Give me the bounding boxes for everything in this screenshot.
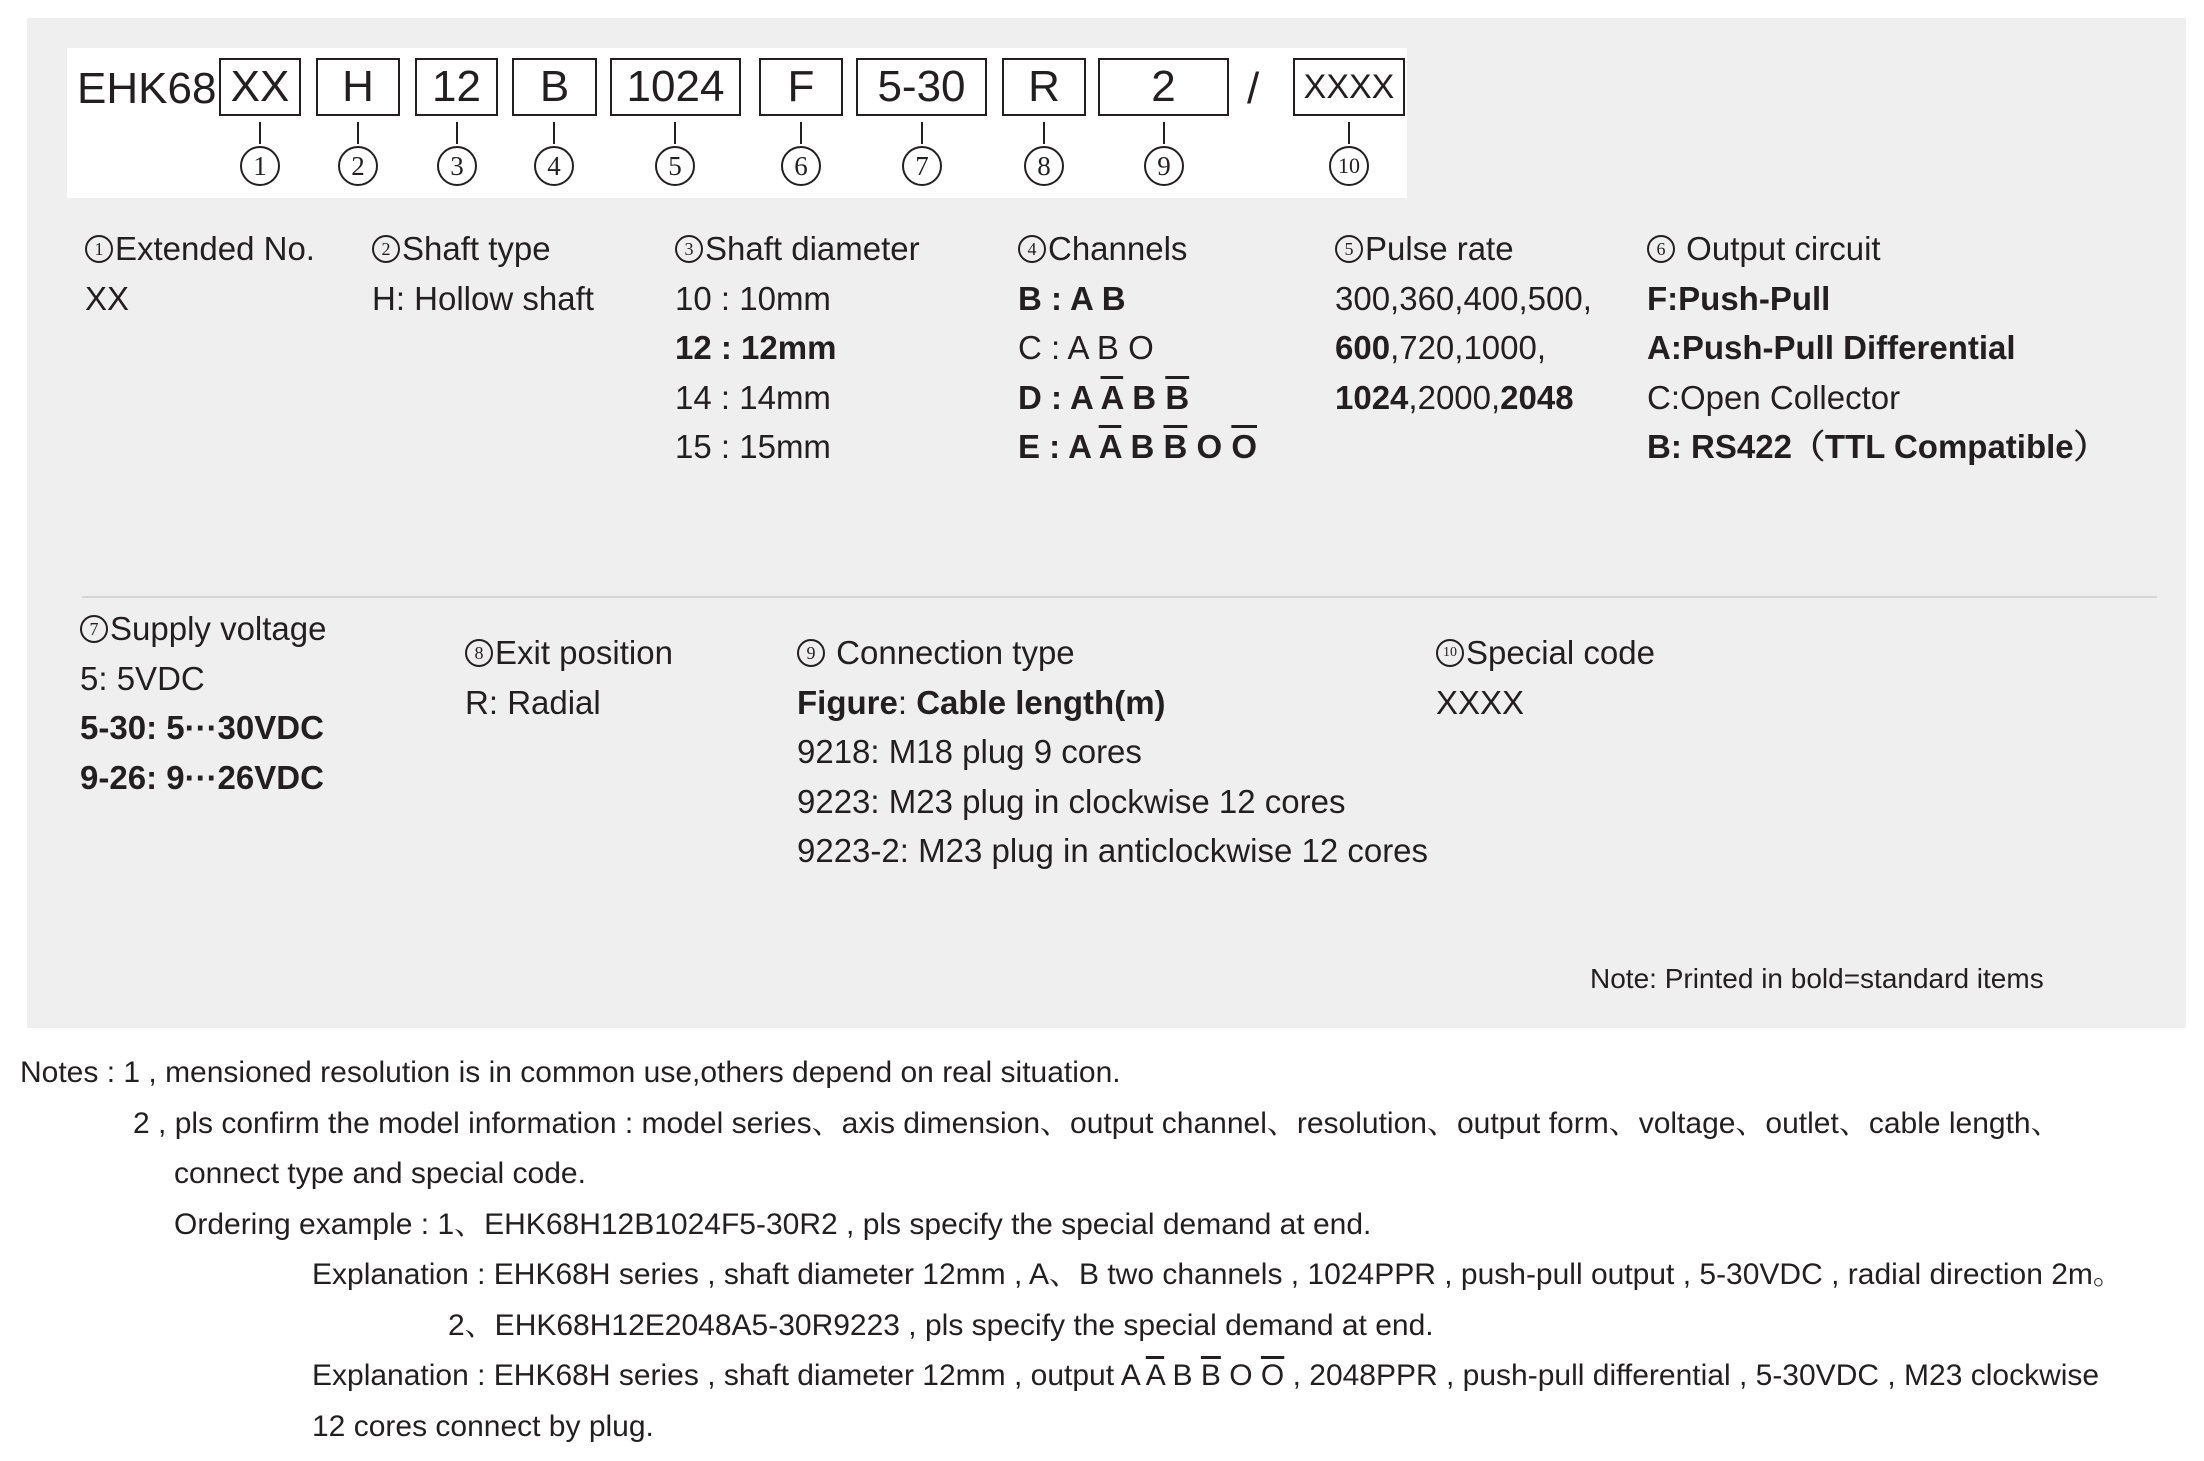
- spec-output-circuit: [1647, 224, 2107, 472]
- spec-number: 5: [1335, 235, 1363, 263]
- tick-4: [553, 122, 555, 144]
- list-item: R: Radial: [465, 683, 601, 721]
- spec-shaft-diameter: [675, 224, 920, 472]
- spec-number: 6: [1647, 235, 1675, 263]
- tick-9: [1163, 122, 1165, 144]
- tick-5: [674, 122, 676, 144]
- spec-special-code: [1436, 628, 1655, 727]
- segment-exit-position: R: [1002, 58, 1086, 116]
- spec-title: Supply voltage: [110, 610, 327, 647]
- spec-value: H: Hollow shaft: [372, 279, 594, 317]
- list-item: C:Open Collector: [1647, 378, 1901, 416]
- segment-number-9: 9: [1144, 146, 1184, 186]
- segment-number-5: 5: [655, 146, 695, 186]
- tick-8: [1043, 122, 1045, 144]
- spec-pulse-rate: [1335, 224, 1592, 422]
- list-item: 9-26: 9···26VDC: [80, 758, 324, 796]
- spec-title: Output circuit: [1677, 230, 1881, 267]
- model-prefix: EHK68: [77, 64, 217, 113]
- spec-number: 3: [675, 235, 703, 263]
- spec-title: Connection type: [827, 634, 1075, 671]
- spec-title: Channels: [1048, 230, 1188, 267]
- spec-title: Pulse rate: [1365, 230, 1514, 267]
- list-item: 9223-2: M23 plug in anticlockwise 12 cores: [797, 832, 1429, 869]
- list-item: 600,720,1000,: [1335, 329, 1547, 366]
- note-line: 12 cores connect by plug.: [312, 1409, 654, 1443]
- segment-shaft-diameter: 12: [415, 58, 498, 116]
- tick-10: [1348, 122, 1350, 144]
- note-line: connect type and special code.: [174, 1157, 586, 1190]
- spec-number: 4: [1018, 235, 1046, 263]
- segment-number-1: 1: [240, 146, 280, 186]
- segment-shaft-type: H: [316, 58, 400, 116]
- segment-supply-voltage: 5-30: [856, 58, 987, 116]
- spec-title: Extended No.: [115, 230, 315, 267]
- segment-number-7: 7: [902, 146, 942, 186]
- list-item: 10 : 10mm: [675, 279, 831, 317]
- note-line: Notes : 1 , mensioned resolution is in common use,others depend on real situation.: [20, 1056, 1121, 1089]
- list-item: A:Push-Pull Differential: [1647, 329, 2016, 366]
- segment-pulse-rate: 1024: [610, 58, 741, 116]
- spec-title: Shaft type: [402, 230, 551, 267]
- segment-output-circuit: F: [759, 58, 843, 116]
- model-code-box: [67, 48, 1407, 198]
- list-item: C : A B O: [1018, 329, 1154, 366]
- list-item: 15 : 15mm: [675, 428, 831, 465]
- list-item: 1024,2000,2048: [1335, 378, 1574, 416]
- spec-exit-position: [465, 628, 673, 727]
- spec-title: Exit position: [495, 634, 673, 671]
- ordering-code-panel: [27, 18, 2186, 1028]
- list-item: 12 : 12mm: [675, 329, 837, 366]
- section-divider: [82, 596, 2157, 598]
- list-item: E : A $\overline{A}$ B $\overline{B}$ O $\overline{O}$: [1018, 428, 1258, 465]
- note-line: Explanation : EHK68H series , shaft diameter 12mm , output A $\overline{A}$ B $\overline{B}$ O $\overline{O}$ , 2048PPR , push-pull differential , 5-30VDC , M23 clockwise: [312, 1359, 2100, 1392]
- spec-number: 10: [1436, 639, 1464, 667]
- list-item: 300,360,400,500,: [1335, 279, 1592, 317]
- list-item: D : A $\overline{A}$ B $\overline{B}$: [1018, 378, 1190, 416]
- segment-extended-no: XX: [219, 58, 301, 116]
- spec-number: 8: [465, 639, 493, 667]
- list-item: 9223: M23 plug in clockwise 12 cores: [797, 782, 1346, 820]
- note-line: 2、EHK68H12E2048A5-30R9223 , pls specify the special demand at end.: [448, 1308, 1434, 1342]
- spec-number: 9: [797, 639, 825, 667]
- note-line: Explanation : EHK68H series , shaft diameter 12mm , A、B two channels , 1024PPR , push-pull output , 5-30VDC , radial direction 2m。: [312, 1258, 2123, 1291]
- spec-shaft-type: [372, 224, 594, 323]
- segment-number-8: 8: [1024, 146, 1064, 186]
- spec-supply-voltage: [80, 604, 326, 802]
- segment-number-10: 10: [1329, 146, 1369, 186]
- segment-special-code: XXXX: [1293, 58, 1405, 116]
- bold-standard-note: Note: Printed in bold=standard items: [1590, 963, 2044, 994]
- note-line: Ordering example : 1、EHK68H12B1024F5-30R2 , pls specify the special demand at end.: [174, 1207, 1372, 1241]
- note-line: 2 , pls confirm the model information : model series、axis dimension、output channel、resolution、output form、voltage、outlet、cable length、: [133, 1106, 2061, 1140]
- tick-3: [456, 122, 458, 144]
- list-item: B: RS422（TTL Compatible）: [1647, 428, 2107, 465]
- list-item: 9218: M18 plug 9 cores: [797, 733, 1142, 770]
- segment-connection-type: 2: [1098, 58, 1229, 116]
- list-item: Figure: Cable length(m): [797, 683, 1166, 721]
- list-item: 5: 5VDC: [80, 659, 205, 697]
- tick-7: [921, 122, 923, 144]
- list-item: 14 : 14mm: [675, 378, 831, 416]
- list-item: F:Push-Pull: [1647, 279, 1831, 317]
- list-item: B : A B: [1018, 279, 1126, 317]
- segment-number-6: 6: [781, 146, 821, 186]
- spec-number: 2: [372, 235, 400, 263]
- segment-number-2: 2: [338, 146, 378, 186]
- tick-6: [800, 122, 802, 144]
- spec-number: 1: [85, 235, 113, 263]
- notes-section: [20, 1048, 2123, 1452]
- spec-title: Special code: [1466, 634, 1655, 671]
- tick-2: [357, 122, 359, 144]
- tick-1: [259, 122, 261, 144]
- spec-title: Shaft diameter: [705, 230, 920, 267]
- segment-number-3: 3: [437, 146, 477, 186]
- list-item: 5-30: 5···30VDC: [80, 709, 324, 746]
- spec-value: XXXX: [1436, 683, 1525, 721]
- spec-connection-type: [797, 628, 1428, 876]
- segment-number-4: 4: [534, 146, 574, 186]
- model-slash: /: [1247, 64, 1260, 113]
- spec-number: 7: [80, 615, 108, 643]
- segment-channels: B: [512, 58, 597, 116]
- spec-value: XX: [85, 279, 130, 317]
- spec-extended-no: [85, 224, 315, 323]
- spec-channels: [1018, 224, 1257, 472]
